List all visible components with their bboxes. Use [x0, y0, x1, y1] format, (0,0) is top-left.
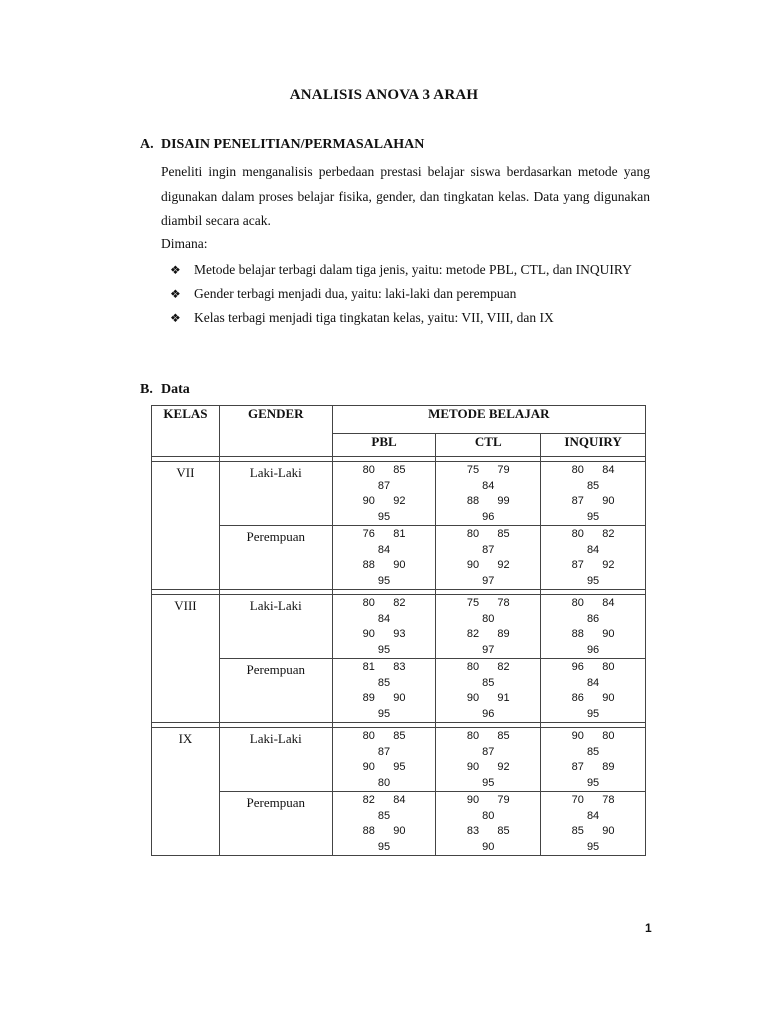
score-cell-pbl — [332, 526, 436, 590]
score-line: 87 — [482, 745, 495, 758]
score-line: 96 — [586, 643, 600, 656]
score-line: 80 85 — [466, 730, 510, 742]
score-line: 80 85 — [466, 528, 510, 540]
section-b-letter: B. — [140, 382, 153, 397]
section-a-title: DISAIN PENELITIAN/PERMASALAHAN — [161, 137, 425, 152]
score-line: 75 79 — [466, 464, 510, 476]
page-number: 1 — [645, 921, 652, 935]
score-cell-pbl — [332, 595, 436, 659]
gender-cell: Perempuan — [219, 526, 332, 590]
bullet-text: Metode belajar terbagi dalam tiga jenis, yaitu: metode PBL, CTL, dan INQUIRY — [194, 262, 632, 277]
score-line: 87 — [482, 543, 495, 556]
section-a-paragraph — [161, 160, 650, 234]
score-cell-pbl — [332, 462, 436, 526]
score-cell-inquiry — [541, 659, 646, 723]
score-cell-pbl — [332, 792, 436, 856]
score-line: 95 — [586, 707, 600, 720]
score-line: 90 92 — [466, 761, 510, 773]
section-b-heading — [140, 382, 190, 398]
score-line: 96 — [482, 510, 495, 523]
table-row — [152, 792, 646, 856]
data-table — [151, 405, 646, 856]
header-gender: GENDER — [219, 406, 332, 457]
section-b-title: Data — [161, 382, 190, 397]
score-line: 89 90 — [362, 692, 406, 704]
score-line: 84 — [586, 543, 600, 556]
score-line: 95 — [377, 643, 391, 656]
bullet-item — [170, 306, 650, 330]
score-line: 97 — [482, 643, 495, 656]
score-line: 87 — [377, 745, 391, 758]
score-line: 90 92 — [466, 559, 510, 571]
score-line: 86 90 — [571, 692, 615, 704]
score-cell-inquiry — [541, 462, 646, 526]
score-line: 80 85 — [362, 730, 406, 742]
diamond-bullet-icon: ❖ — [170, 287, 181, 301]
kelas-cell: IX — [152, 728, 220, 856]
bullet-item — [170, 282, 650, 306]
paragraph-text: Peneliti ingin menganalisis perbedaan prestasi belajar siswa berdasarkan metode yang digunakan dalam proses belajar fisika, gender, dan tingkatan kelas. Data yang digunakan diambil secara acak. — [161, 164, 650, 228]
score-line: 84 — [482, 479, 495, 492]
score-line: 87 90 — [571, 495, 615, 507]
score-line: 82 89 — [466, 628, 510, 640]
score-cell-inquiry — [541, 526, 646, 590]
score-line: 90 — [482, 840, 495, 853]
bullet-text: Gender terbagi menjadi dua, yaitu: laki-laki dan perempuan — [194, 286, 517, 301]
score-line: 85 — [586, 745, 600, 758]
score-line: 80 — [482, 612, 495, 625]
score-line: 80 — [377, 776, 391, 789]
table-row — [152, 595, 646, 659]
bullet-item — [170, 258, 650, 282]
score-cell-pbl — [332, 728, 436, 792]
score-line: 85 90 — [571, 825, 615, 837]
score-line: 86 — [586, 612, 600, 625]
score-line: 95 — [586, 776, 600, 789]
score-line: 70 78 — [571, 794, 615, 806]
document-title: ANALISIS ANOVA 3 ARAH — [289, 87, 479, 103]
dimana-label: Dimana: — [161, 236, 208, 251]
score-line: 88 90 — [362, 825, 406, 837]
score-line: 84 — [586, 676, 600, 689]
score-cell-ctl — [436, 659, 541, 723]
score-line: 90 95 — [362, 761, 406, 773]
score-cell-inquiry — [541, 595, 646, 659]
score-line: 84 — [377, 612, 391, 625]
score-line: 95 — [586, 510, 600, 523]
score-cell-pbl — [332, 659, 436, 723]
diamond-bullet-icon: ❖ — [170, 311, 181, 325]
score-cell-ctl — [436, 728, 541, 792]
score-line: 76 81 — [362, 528, 406, 540]
header-ctl: CTL — [436, 434, 541, 457]
score-line: 95 — [377, 707, 391, 720]
score-line: 95 — [586, 574, 600, 587]
score-line: 87 89 — [571, 761, 615, 773]
score-line: 95 — [377, 574, 391, 587]
score-line: 90 79 — [466, 794, 510, 806]
score-cell-inquiry — [541, 728, 646, 792]
gender-cell: Perempuan — [219, 659, 332, 723]
gender-cell: Laki-Laki — [219, 728, 332, 792]
score-line: 90 80 — [571, 730, 615, 742]
score-cell-ctl — [436, 595, 541, 659]
score-line: 83 85 — [466, 825, 510, 837]
gender-cell: Laki-Laki — [219, 595, 332, 659]
score-line: 87 — [377, 479, 391, 492]
score-line: 85 — [377, 809, 391, 822]
score-line: 75 78 — [466, 597, 510, 609]
score-line: 81 83 — [362, 661, 406, 673]
score-line: 87 92 — [571, 559, 615, 571]
score-line: 80 82 — [571, 528, 615, 540]
score-line: 80 — [482, 809, 495, 822]
header-metode-belajar: METODE BELAJAR — [332, 406, 645, 434]
score-line: 88 90 — [362, 559, 406, 571]
score-line: 80 85 — [362, 464, 406, 476]
score-line: 90 93 — [362, 628, 406, 640]
score-line: 97 — [482, 574, 495, 587]
kelas-cell: VII — [152, 462, 220, 590]
score-line: 88 90 — [571, 628, 615, 640]
score-line: 95 — [586, 840, 600, 853]
diamond-bullet-icon: ❖ — [170, 263, 181, 277]
score-cell-ctl — [436, 526, 541, 590]
score-line: 84 — [586, 809, 600, 822]
score-cell-ctl — [436, 792, 541, 856]
score-line: 80 84 — [571, 464, 615, 476]
score-line: 80 84 — [571, 597, 615, 609]
kelas-cell: VIII — [152, 595, 220, 723]
section-a-heading — [140, 137, 424, 153]
score-line: 80 82 — [466, 661, 510, 673]
score-line: 85 — [586, 479, 600, 492]
score-line: 88 99 — [466, 495, 510, 507]
table-row — [152, 659, 646, 723]
table-row — [152, 728, 646, 792]
score-cell-ctl — [436, 462, 541, 526]
score-line: 85 — [377, 676, 391, 689]
bullet-list — [170, 258, 650, 330]
score-line: 96 80 — [571, 661, 615, 673]
gender-cell: Perempuan — [219, 792, 332, 856]
score-line: 85 — [482, 676, 495, 689]
score-line: 95 — [377, 510, 391, 523]
header-kelas: KELAS — [152, 406, 220, 457]
score-line: 90 92 — [362, 495, 406, 507]
gender-cell: Laki-Laki — [219, 462, 332, 526]
table-row — [152, 462, 646, 526]
score-line: 84 — [377, 543, 391, 556]
bullet-text: Kelas terbagi menjadi tiga tingkatan kelas, yaitu: VII, VIII, dan IX — [194, 310, 554, 325]
header-pbl: PBL — [332, 434, 436, 457]
score-cell-inquiry — [541, 792, 646, 856]
header-inquiry: INQUIRY — [541, 434, 646, 457]
score-line: 80 82 — [362, 597, 406, 609]
table-row — [152, 526, 646, 590]
score-line: 95 — [482, 776, 495, 789]
score-line: 95 — [377, 840, 391, 853]
score-line: 82 84 — [362, 794, 406, 806]
section-a-letter: A. — [140, 137, 154, 152]
score-line: 90 91 — [466, 692, 510, 704]
score-line: 96 — [482, 707, 495, 720]
